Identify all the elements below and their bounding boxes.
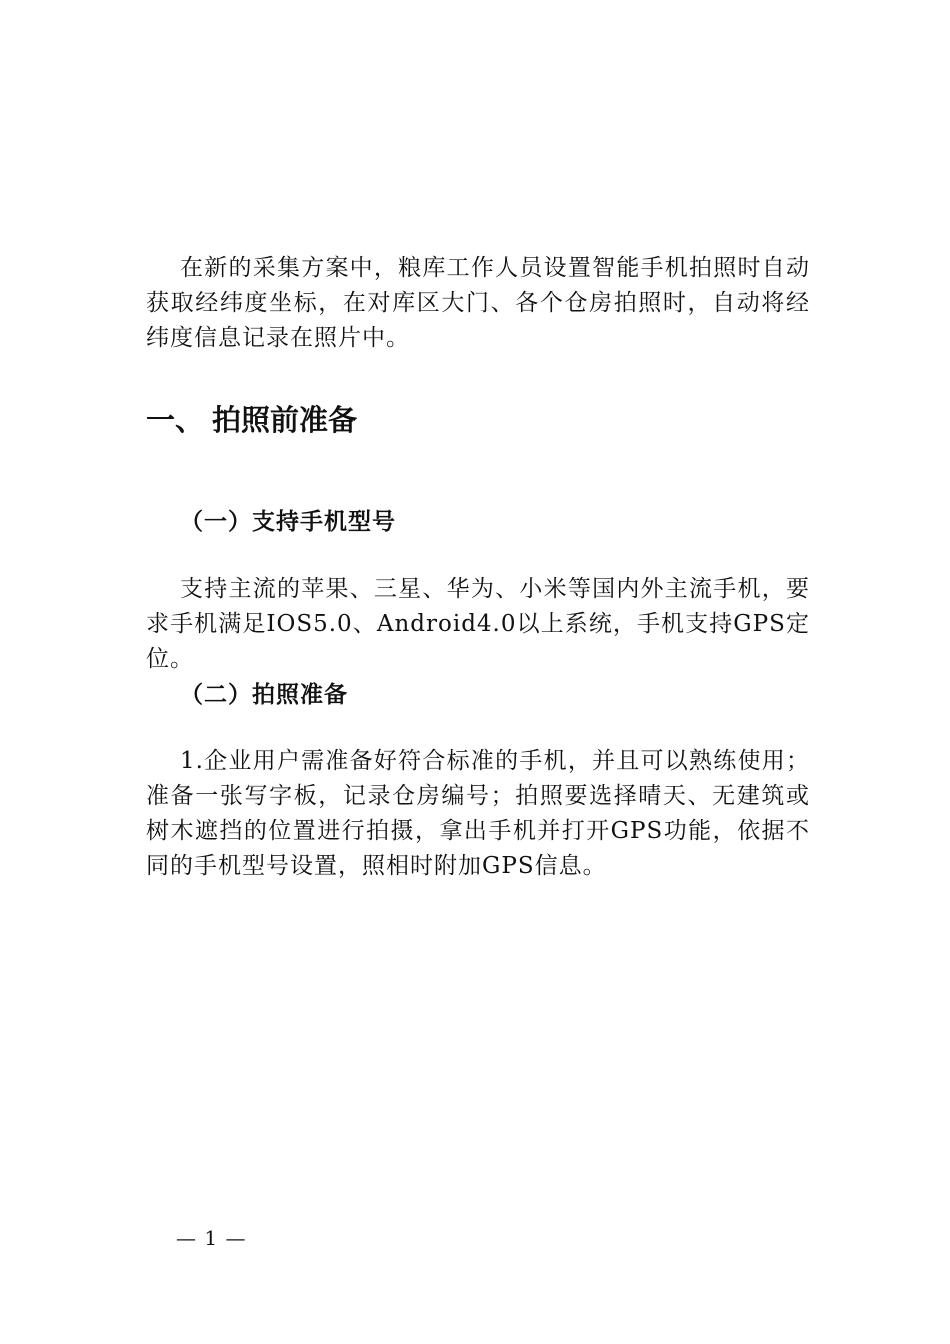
intro-paragraph: 在新的采集方案中，粮库工作人员设置智能手机拍照时自动获取经纬度坐标，在对库区大门、各个仓房拍照时，自动将经纬度信息记录在照片中。: [146, 255, 810, 351]
section-number: 一、: [146, 403, 205, 437]
subsection-2-paragraph: 1.企业用户需准备好符合标准的手机，并且可以熟练使用；准备一张写字板，记录仓房编号；拍照要选择晴天、无建筑或树木遮挡的位置进行拍摄，拿出手机并打开GPS功能，依据不同的手机型号设置，照相时附加GPS信息。: [146, 748, 810, 879]
section-heading-1: [146, 398, 357, 439]
page-number: — 1 —: [176, 1226, 247, 1250]
subsection-heading-2: （二）拍照准备: [180, 681, 348, 708]
subsection-heading-1: （一）支持手机型号: [180, 508, 396, 535]
section-title: 拍照前准备: [212, 403, 358, 437]
subsection-1-paragraph: 支持主流的苹果、三星、华为、小米等国内外主流手机，要求手机满足IOS5.0、Android4.0以上系统，手机支持GPS定位。: [146, 576, 810, 672]
